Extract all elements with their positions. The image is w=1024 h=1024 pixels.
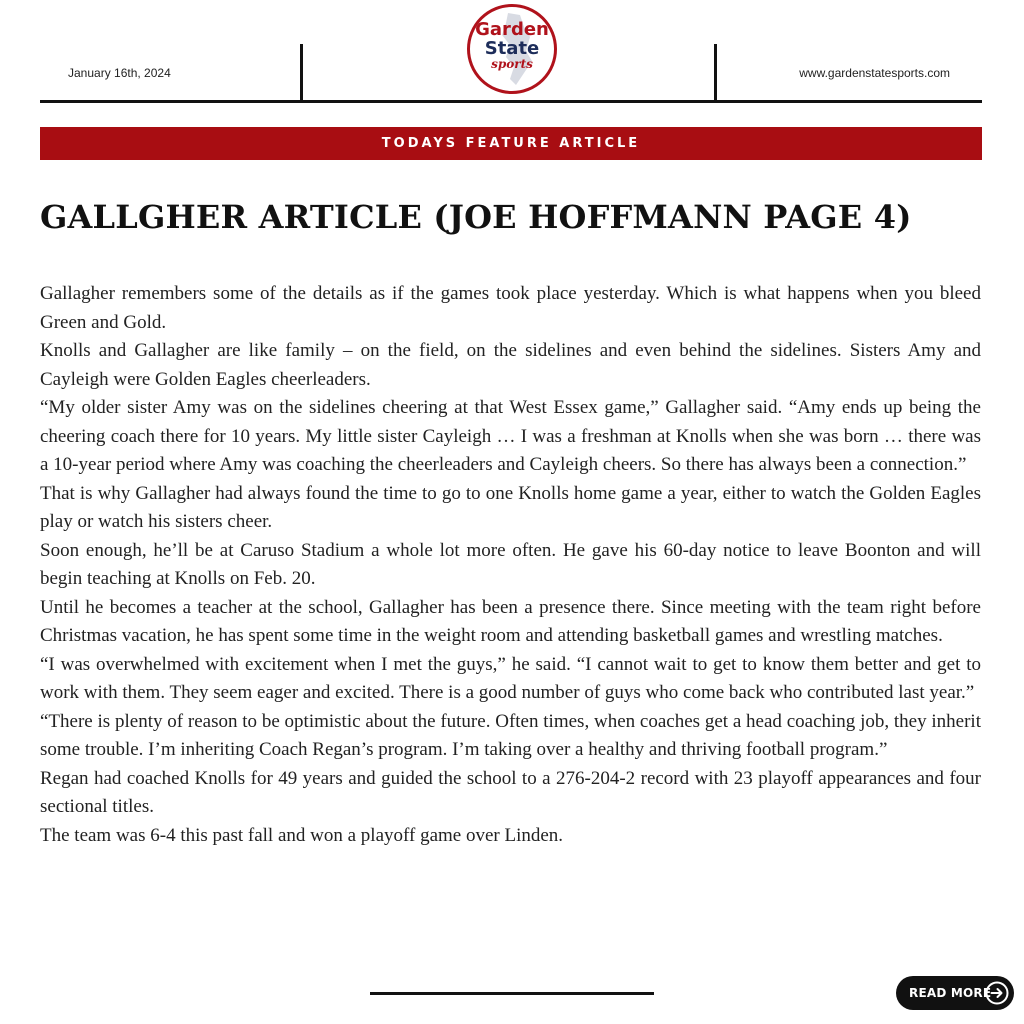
article-paragraph: Gallagher remembers some of the details as if the games took place yesterday. Which is what happens when you bleed Green and Gold. xyxy=(40,283,981,333)
logo-text-sports: sports xyxy=(491,57,533,71)
read-more-button[interactable] xyxy=(896,976,1014,1010)
footer-rule xyxy=(370,992,654,995)
logo-text-garden: Garden xyxy=(475,19,549,40)
read-more-label: READ MORE xyxy=(909,986,992,1000)
article-title: GALLGHER ARTICLE (JOE HOFFMANN PAGE 4) xyxy=(40,198,912,236)
arrow-right-circle-icon xyxy=(985,981,1009,1005)
article-paragraph: Regan had coached Knolls for 49 years and guided the school to a 276-204-2 record with 23 playoff appearances and four sectional titles. xyxy=(40,767,981,817)
header-rule xyxy=(40,100,982,103)
logo-text-state: State xyxy=(484,38,540,59)
article-paragraph: “There is plenty of reason to be optimistic about the future. Often times, when coaches get a head coaching job, they inherit some trouble. I’m inheriting Coach Regan’s program. I’m taking over a healthy and thriving football program.” xyxy=(40,710,981,760)
article-paragraph: “My older sister Amy was on the sidelines cheering at that West Essex game,” Gallagher said. “Amy ends up being the cheering coach there for 10 years. My little sister Cayleigh … I was a freshman at Knolls when she was born … there was a 10-year period where Amy was coaching the cheerleaders and Cayleigh cheers. So there has always been a connection.” xyxy=(40,397,981,475)
article-body xyxy=(40,280,981,850)
vertical-divider-right xyxy=(714,44,717,102)
feature-banner: TODAYS FEATURE ARTICLE xyxy=(40,127,982,160)
article-paragraph: The team was 6-4 this past fall and won a playoff game over Linden. xyxy=(40,824,564,846)
header-date: January 16th, 2024 xyxy=(68,66,171,80)
article-paragraph: That is why Gallagher had always found the time to go to one Knolls home game a year, either to watch the Golden Eagles play or watch his sisters cheer. xyxy=(40,482,981,532)
article-paragraph: Until he becomes a teacher at the school, Gallagher has been a presence there. Since meeting with the team right before Christmas vacation, he has spent some time in the weight room and attending basketball games and wrestling matches. xyxy=(40,596,981,646)
header-website: www.gardenstatesports.com xyxy=(799,66,950,80)
article-paragraph: “I was overwhelmed with excitement when I met the guys,” he said. “I cannot wait to get to know them better and get to work with them. They seem eager and excited. There is a good number of guys who come back who contributed last year.” xyxy=(40,653,981,703)
vertical-divider-left xyxy=(300,44,303,102)
article-paragraph: Knolls and Gallagher are like family – on the field, on the sidelines and even behind the sidelines. Sisters Amy and Cayleigh were Golden Eagles cheerleaders. xyxy=(40,340,981,390)
logo xyxy=(467,4,557,94)
article-paragraph: Soon enough, he’ll be at Caruso Stadium a whole lot more often. He gave his 60-day notice to leave Boonton and will begin teaching at Knolls on Feb. 20. xyxy=(40,539,981,589)
